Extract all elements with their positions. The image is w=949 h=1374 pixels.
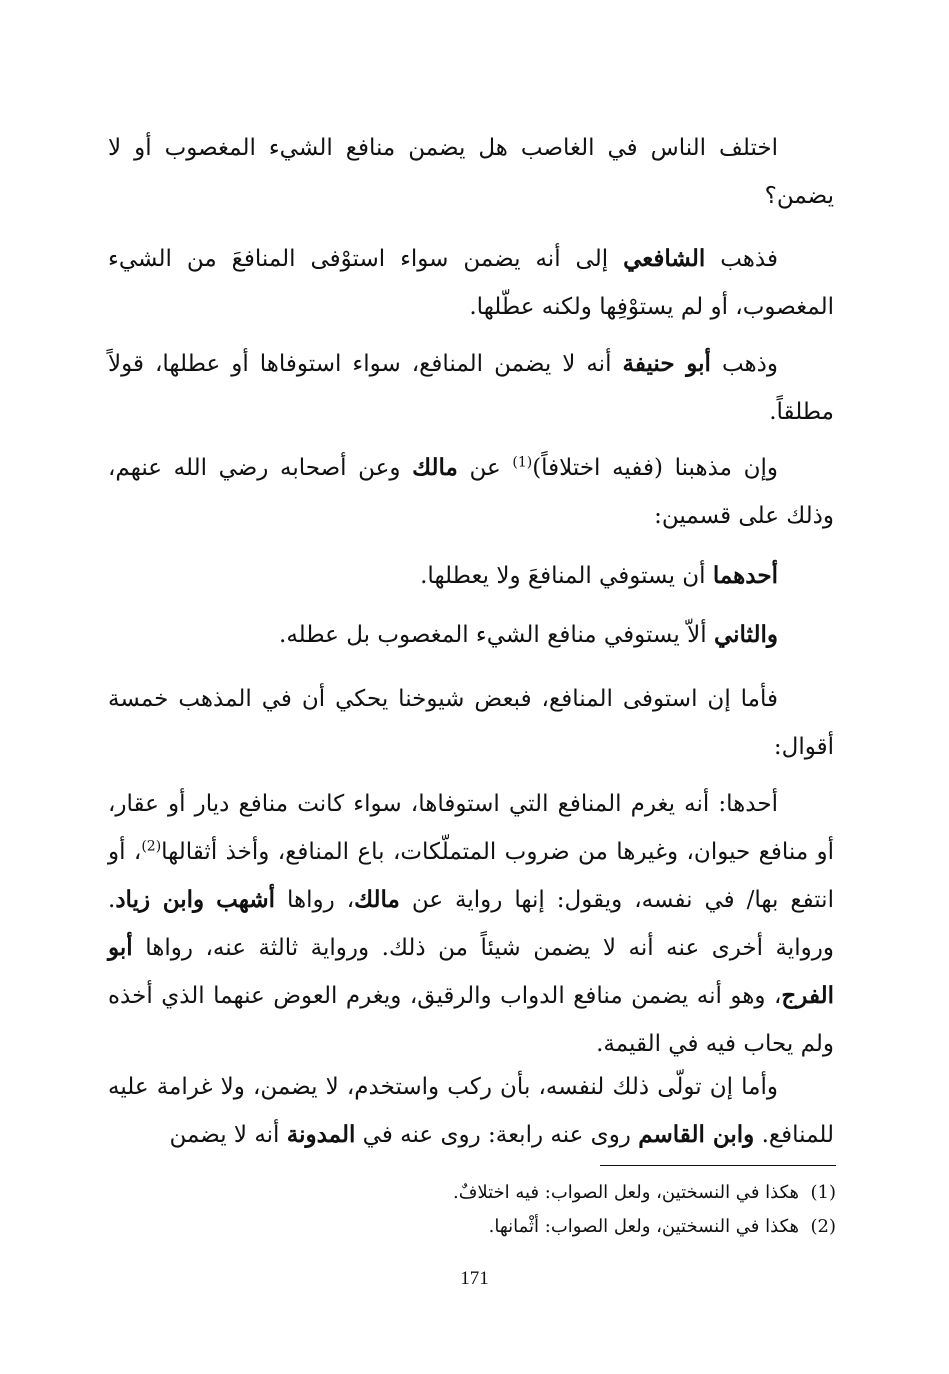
footnote-text: هكذا في النسختين، ولعل الصواب: أثْمانها. — [488, 1216, 800, 1237]
footnote-number: (2) — [810, 1216, 836, 1237]
paragraph-text: روى عنه رابعة: روى عنه في — [355, 1122, 639, 1148]
bold-name: وابن زياد — [115, 886, 205, 913]
footnote-ref: (1) — [512, 454, 533, 471]
paragraph-text: إلى أنه يضمن سواء استوْفى المنافعَ من الشيء المغصوب، أو لم يستوْفِها ولكنه عطّلها. — [108, 246, 834, 320]
bold-name: مالك — [354, 886, 400, 913]
paragraph-text: . ورواية أخرى عنه أنه لا يضمن شيئاً من ذلك. ورواية ثالثة عنه، رواها — [108, 887, 834, 961]
paragraph-text: أن يستوفي المنافعَ ولا يعطلها. — [420, 563, 713, 589]
footnote-text: هكذا في النسختين، ولعل الصواب: فيه اختلافٌ. — [452, 1182, 800, 1203]
bold-name: الشافعي — [623, 245, 706, 272]
bold-term: أحدهما — [712, 562, 778, 589]
paragraph-text: ألاّ يستوفي منافع الشيء المغصوب بل عطله. — [279, 622, 714, 648]
paragraph-6 — [108, 611, 834, 659]
footnote-1 — [400, 1176, 836, 1210]
paragraph-text: وأما إن تولّى ذلك لنفسه، بأن ركب واستخدم، لا يضمن، ولا غرامة عليه للمنافع. — [108, 1074, 834, 1148]
paragraph-text: ، وهو أنه يضمن منافع الدواب والرقيق، ويغرم العوض عنهما الذي أخذه ولم يحاب فيه في القيمة. — [108, 983, 834, 1057]
bold-name: أشهب — [216, 886, 275, 913]
paragraph-5 — [108, 552, 834, 600]
paragraph-text: ، أو انتفع بها/ في نفسه، ويقول: إنها رواية عن — [108, 839, 834, 913]
bold-name: أبو حنيفة — [622, 350, 711, 377]
paragraph-2 — [108, 235, 834, 331]
bold-book-title: المدونة — [286, 1121, 356, 1148]
bold-name: مالك — [412, 454, 458, 481]
paragraph-text: ، رواها — [275, 887, 355, 913]
paragraph-text: عن — [457, 455, 513, 481]
paragraph-8 — [108, 780, 834, 1068]
paragraph-text — [204, 887, 216, 913]
paragraph-4 — [108, 444, 834, 540]
bold-name: وابن القاسم — [638, 1121, 755, 1148]
paragraph-9 — [108, 1063, 834, 1159]
paragraph-3 — [108, 340, 834, 436]
paragraph-text: فذهب — [705, 246, 778, 272]
page-number: 171 — [460, 1268, 489, 1289]
paragraph-1 — [108, 124, 834, 220]
paragraph-text: فأما إن استوفى المنافع، فبعض شيوخنا يحكي أن في المذهب خمسة أقوال: — [108, 686, 834, 760]
paragraph-text: وإن مذهبنا (ففيه اختلافاً) — [532, 455, 778, 481]
paragraph-text: أنه لا يضمن — [169, 1122, 287, 1148]
paragraph-7 — [108, 675, 834, 771]
footnote-number: (1) — [810, 1182, 836, 1203]
paragraph-text: اختلف الناس في الغاصب هل يضمن منافع الشيء المغصوب أو لا يضمن؟ — [108, 135, 834, 209]
footnotes — [400, 1176, 836, 1244]
footnote-2 — [400, 1210, 836, 1244]
paragraph-text: وذهب — [710, 351, 779, 377]
footnote-ref: (2) — [141, 838, 162, 855]
paragraph-text: أنه لا يضمن المنافع، سواء استوفاها أو عطلها، قولاً مطلقاً. — [108, 351, 834, 425]
footnote-divider — [600, 1165, 836, 1166]
bold-term: والثاني — [713, 621, 778, 648]
paragraph-text: أحدها: أنه يغرم المنافع التي استوفاها، سواء كانت منافع ديار أو عقار، أو منافع حيوان، وغيرها من ضروب المتملّكات، باع المنافع، وأخذ أثقالها — [108, 791, 835, 865]
paragraph-text: وعن أصحابه رضي الله عنهم، وذلك على قسمين: — [108, 455, 834, 529]
bold-name: أبو الفرج — [108, 934, 834, 1009]
